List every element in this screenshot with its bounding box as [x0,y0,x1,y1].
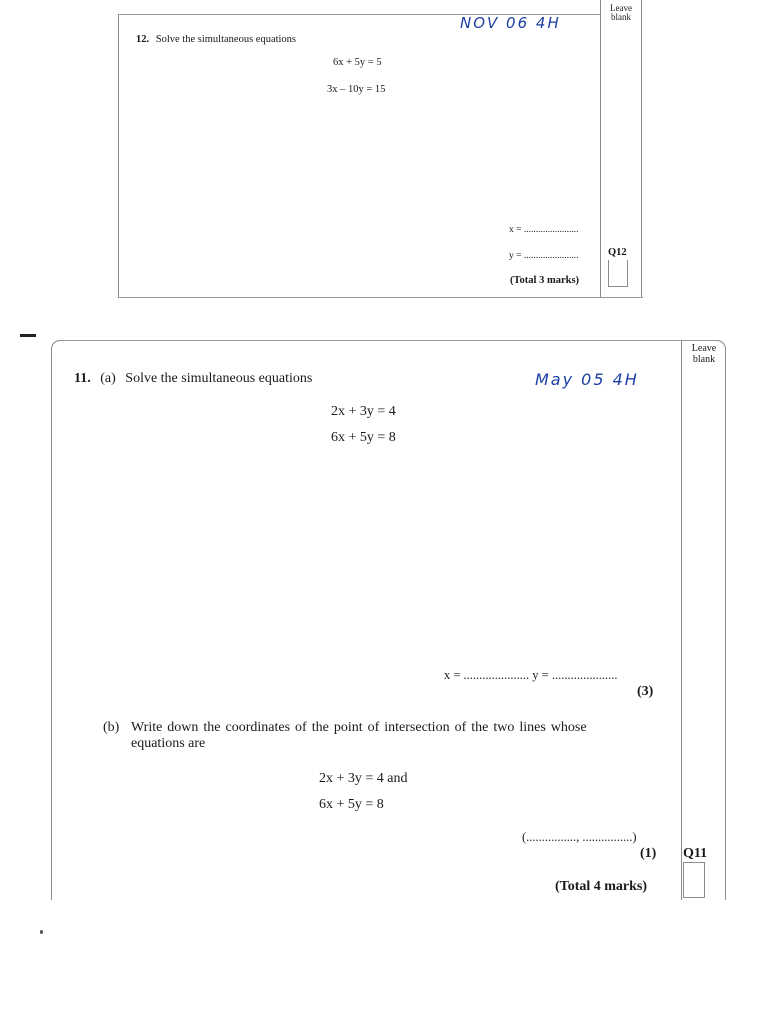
lower-total-marks: (Total 4 marks) [555,879,648,894]
scan-speck [40,930,43,934]
lower-marks-b: (1) [640,846,657,861]
upper-handwritten-note: NOV 06 4H [460,14,561,32]
lower-equation-b2: 6x + 5y = 8 [319,797,384,812]
lower-left-border [51,348,52,900]
blank-text: blank [692,354,716,365]
upper-answer-y[interactable]: y = ....................... [509,251,579,261]
margin-dash [20,334,36,337]
lower-margin-left [681,340,682,900]
part-b-label: (b) [103,720,120,735]
question-number: 11. [74,371,91,386]
question-text: Solve the simultaneous equations [155,34,297,45]
leave-text: Leave [691,343,717,354]
lower-top-left-corner [51,340,61,350]
upper-qref: Q12 [608,247,627,258]
upper-equation-1: 6x + 5y = 5 [333,57,382,68]
upper-question [136,34,296,45]
lower-score-box[interactable] [683,862,705,898]
lower-equation-a1: 2x + 3y = 4 [331,404,396,419]
upper-margin-right [641,0,642,297]
upper-left-border [118,14,119,297]
part-b-line-1: Write down the coordinates of the point of intersection of the two lines whose [131,720,587,735]
upper-leave-blank [602,4,640,22]
lower-part-b [103,720,659,752]
part-a-text: Solve the simultaneous equations [125,371,313,386]
lower-answer-point[interactable]: (................, ................) [522,830,637,844]
upper-equation-2: 3x – 10y = 15 [327,84,386,95]
upper-total-marks: (Total 3 marks) [510,275,580,286]
part-b-line-2: equations are [131,736,206,751]
upper-margin-left [600,0,601,297]
lower-qref: Q11 [683,846,708,861]
part-a-label: (a) [100,371,116,386]
leave-text: Leave [610,3,632,13]
upper-score-box[interactable] [608,260,628,287]
lower-marks-a: (3) [637,684,654,699]
lower-handwritten-note: May 05 4H [535,370,639,389]
lower-answer-xy[interactable]: x = ..................... y = ..................... [444,668,618,682]
lower-leave-blank [683,343,725,365]
lower-equation-b1: 2x + 3y = 4 and [319,771,408,786]
lower-equation-a2: 6x + 5y = 8 [331,430,396,445]
lower-top-border [58,340,681,341]
blank-text: blank [611,12,631,22]
lower-margin-top [681,340,717,341]
upper-bottom-border [118,297,643,298]
question-number: 12. [136,34,150,45]
upper-answer-x[interactable]: x = ....................... [509,225,579,235]
lower-margin-right [725,355,726,900]
lower-question-a [74,371,312,387]
